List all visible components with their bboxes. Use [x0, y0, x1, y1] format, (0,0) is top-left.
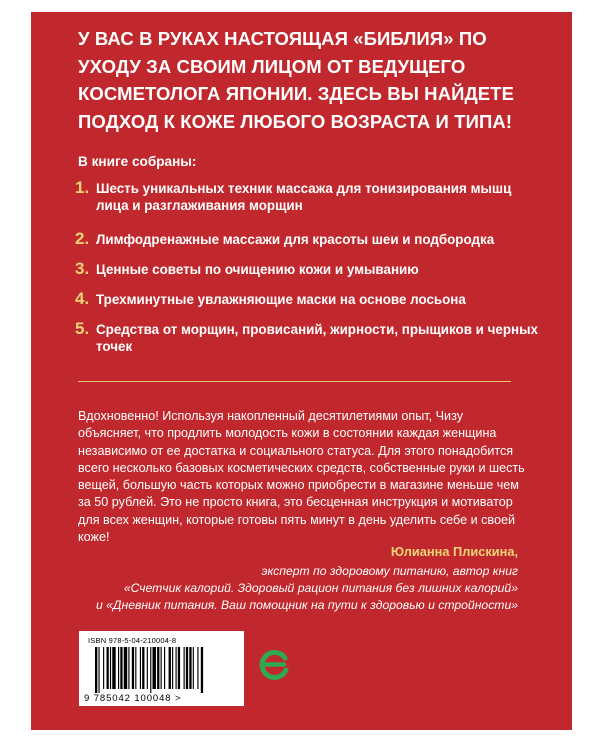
- list-item-text: Средства от морщин, провисаний, жирности, прыщиков и черных точек: [96, 322, 538, 354]
- barcode-digits: 9 785042 100048 >: [84, 693, 182, 704]
- barcode-bar: [132, 647, 134, 689]
- author-credits: [78, 563, 518, 614]
- barcode-bar: [169, 647, 171, 689]
- barcode-bar: [193, 647, 194, 689]
- list-item-text: Лимфодренажные массажи для красоты шеи и подбородка: [96, 232, 495, 247]
- list-item: [75, 321, 545, 355]
- barcode-bar: [142, 647, 144, 689]
- barcode-bar: [178, 647, 180, 689]
- barcode-bar: [140, 647, 141, 689]
- list-item-text: Ценные советы по очищению кожи и умыванию: [96, 262, 419, 277]
- barcode-bar: [135, 647, 136, 689]
- barcode-bar: [161, 647, 162, 689]
- barcode-bar: [201, 647, 203, 693]
- barcode-bar: [147, 647, 148, 689]
- barcode-bars: [95, 647, 235, 693]
- list-number: 4.: [75, 289, 90, 308]
- barcode-bar: [103, 647, 104, 689]
- feature-list: [75, 180, 545, 355]
- barcode-bar: [157, 647, 159, 689]
- eksmo-logo-icon: [257, 648, 291, 682]
- headline: У ВАС В РУКАХ НАСТОЯЩАЯ «БИБЛИЯ» ПО УХОДУ ЗА СВОИМ ЛИЦОМ ОТ ВЕДУЩЕГО КОСМЕТОЛОГА ЯПОНИИ. ЗДЕСЬ ВЫ НАЙДЕТЕ ПОДХОД К КОЖЕ ЛЮБОГО ВОЗРАСТА И ТИПА!: [78, 28, 515, 132]
- barcode-bar: [95, 647, 97, 693]
- barcode-bar: [124, 647, 127, 689]
- barcode-bar: [112, 647, 115, 689]
- barcode-bar: [150, 647, 151, 693]
- quote-author: Юлианна Плискина,: [390, 544, 518, 559]
- list-item-text: Трехминутные увлажняющие маски на основе лосьона: [96, 292, 466, 307]
- list-number: 2.: [75, 229, 90, 248]
- barcode-bar: [184, 647, 185, 689]
- barcode-bar: [164, 647, 165, 689]
- review-quote: Вдохновенно! Используя накопленный десятилетиями опыт, Чизу объясняет, что продлить молодость кожи в состоянии каждая женщина независимо от ее достатка и социального статуса. Для этого понадобится всего несколько базовых косметических средств, собственные руки и шесть вещей, большую часть которых можно приобрести в магазине меньше чем за 50 рублей. Это не просто книга, это бесценная инструкция и мотиватор для всех женщин, которые готовы пять минут в день уделить себе и своей коже!: [78, 409, 525, 545]
- barcode-bar: [118, 647, 119, 689]
- divider: [78, 381, 511, 382]
- author-credit-line: «Счетчик калорий. Здоровый рацион питания без лишних калорий»: [123, 581, 518, 595]
- barcode-bar: [153, 647, 156, 689]
- barcode-bar: [110, 647, 111, 689]
- list-item: [75, 180, 545, 214]
- list-number: 3.: [75, 259, 90, 278]
- barcode-panel: [79, 631, 244, 706]
- list-item-text: Шесть уникальных техник массажа для тонизирования мышц лица и разглаживания морщин: [96, 181, 512, 213]
- barcode-bar: [98, 647, 99, 693]
- barcode-bar: [197, 647, 198, 689]
- list-number: 5.: [75, 319, 90, 338]
- barcode-bar: [189, 647, 191, 689]
- collected-label: В книге собраны:: [78, 154, 197, 169]
- list-number: 1.: [75, 178, 90, 197]
- author-credit-line: эксперт по здоровому питанию, автор книг: [261, 564, 518, 578]
- barcode-bar: [107, 647, 109, 689]
- author-credit-line: и «Дневник питания. Ваш помощник на пути к здоровью и стройности»: [95, 598, 518, 612]
- barcode-bar: [172, 647, 173, 689]
- isbn-text: ISBN 978-5-04-210004-8: [88, 636, 177, 645]
- list-item: [75, 291, 545, 308]
- barcode-bar: [120, 647, 122, 689]
- list-item: [75, 231, 545, 248]
- list-item: [75, 261, 545, 278]
- barcode-bar: [186, 647, 188, 689]
- barcode-bar: [176, 647, 177, 689]
- barcode-bar: [128, 647, 129, 689]
